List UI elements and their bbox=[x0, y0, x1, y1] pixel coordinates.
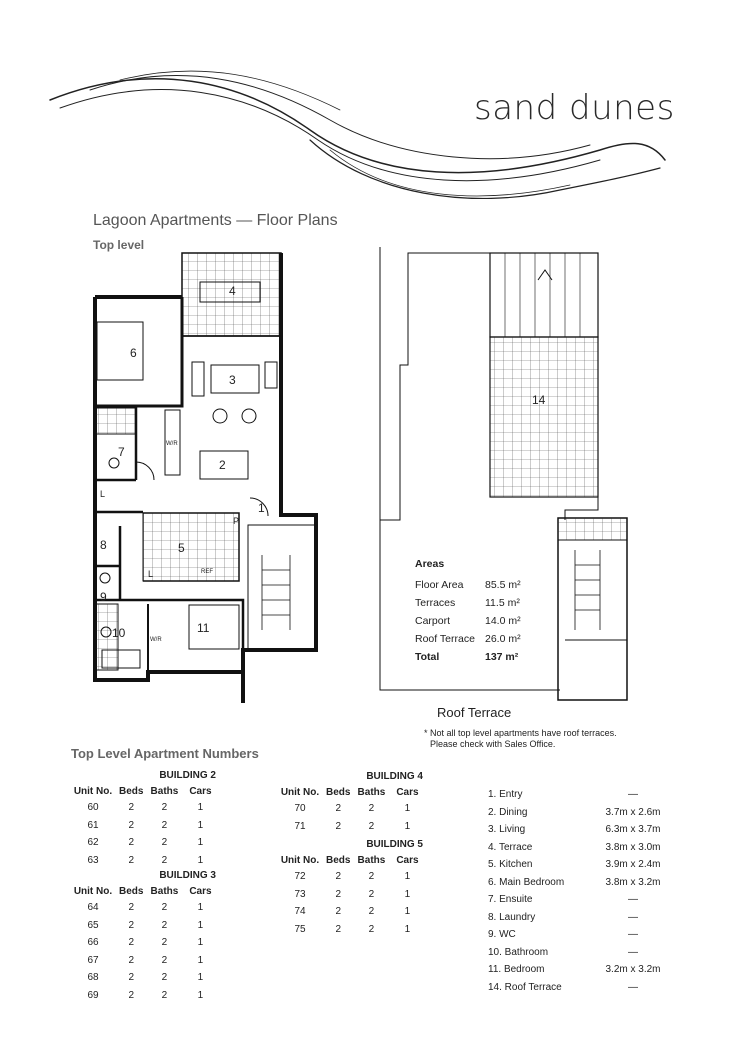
room-row bbox=[488, 786, 668, 804]
table-row bbox=[70, 817, 218, 835]
room-number: 9 bbox=[100, 590, 107, 604]
table-cell: 62 bbox=[87, 837, 99, 849]
plan-label: L bbox=[148, 569, 154, 579]
room-dimensions: — bbox=[628, 929, 638, 941]
building-name: BUILDING 2 bbox=[159, 770, 216, 781]
room-number: 6 bbox=[130, 346, 137, 360]
room-row bbox=[488, 944, 668, 962]
column-header: Unit No. bbox=[280, 787, 320, 798]
table-cell: 1 bbox=[404, 923, 411, 935]
ensuite-shower bbox=[96, 408, 136, 434]
table-cell: 71 bbox=[294, 820, 306, 832]
room-name: 7. Ensuite bbox=[488, 894, 533, 906]
plan-label: REF bbox=[201, 569, 213, 575]
column-header: Baths bbox=[150, 886, 179, 897]
room-number: 1 bbox=[258, 501, 265, 515]
column-header: Cars bbox=[396, 855, 419, 866]
table-cell: 73 bbox=[294, 888, 306, 900]
building-name: BUILDING 5 bbox=[366, 839, 423, 850]
room-name: 9. WC bbox=[488, 929, 516, 941]
roof-terrace-note bbox=[424, 728, 644, 750]
table-cell: 68 bbox=[87, 972, 99, 984]
room-dimensions: — bbox=[628, 911, 638, 923]
table-cell: 2 bbox=[128, 919, 134, 931]
room-row bbox=[488, 874, 668, 892]
column-header: Beds bbox=[326, 787, 351, 798]
table-cell: 1 bbox=[404, 803, 411, 815]
table-cell: 2 bbox=[335, 906, 341, 918]
table-cell: 1 bbox=[197, 854, 204, 866]
room-number: 10 bbox=[112, 626, 126, 640]
building-name: BUILDING 3 bbox=[159, 870, 216, 881]
column-header: Beds bbox=[326, 855, 351, 866]
room-name: 6. Main Bedroom bbox=[488, 876, 565, 888]
room-dimensions: 3.8m x 3.2m bbox=[605, 876, 661, 888]
plan-label: W/R bbox=[166, 441, 178, 447]
table-row bbox=[277, 800, 425, 818]
note-line: * Not all top level apartments have roof terraces. bbox=[424, 728, 617, 738]
apartment-numbers-title: Top Level Apartment Numbers bbox=[71, 746, 259, 761]
table-row bbox=[70, 934, 218, 952]
room-dimensions: 3.9m x 2.4m bbox=[605, 859, 661, 871]
table-cell: 2 bbox=[128, 819, 134, 831]
table-cell: 1 bbox=[404, 888, 411, 900]
area-row bbox=[415, 612, 521, 630]
area-row bbox=[415, 576, 521, 594]
table-cell: 2 bbox=[161, 819, 168, 831]
table-cell: 75 bbox=[294, 923, 306, 935]
room-number: 5 bbox=[178, 541, 185, 555]
area-value: 26.0 m² bbox=[485, 633, 521, 645]
table-cell: 1 bbox=[404, 820, 411, 832]
room-number: 7 bbox=[118, 445, 125, 459]
table-cell: 69 bbox=[87, 989, 99, 1001]
table-row bbox=[70, 852, 218, 870]
room-name: 14. Roof Terrace bbox=[488, 981, 562, 993]
table-cell: 2 bbox=[161, 989, 168, 1001]
column-header: Cars bbox=[189, 786, 212, 797]
column-header: Baths bbox=[357, 855, 386, 866]
room-dimensions: 6.3m x 3.7m bbox=[605, 824, 661, 836]
areas-table bbox=[415, 558, 521, 666]
roof-terrace-tiles bbox=[490, 337, 598, 497]
table-row bbox=[277, 818, 425, 836]
table-cell: 1 bbox=[197, 837, 204, 849]
table-cell: 2 bbox=[335, 803, 341, 815]
table-cell: 2 bbox=[161, 954, 168, 966]
table-row bbox=[70, 834, 218, 852]
table-cell: 2 bbox=[161, 919, 168, 931]
room-name: 2. Dining bbox=[488, 806, 528, 818]
room-name: 10. Bathroom bbox=[488, 946, 549, 958]
table-cell: 2 bbox=[161, 972, 168, 984]
area-row bbox=[415, 630, 521, 648]
room-row bbox=[488, 961, 668, 979]
table-cell: 1 bbox=[404, 871, 411, 883]
table-cell: 2 bbox=[128, 989, 134, 1001]
table-cell: 2 bbox=[161, 937, 168, 949]
room-schedule-table bbox=[488, 786, 668, 996]
room-number: 14 bbox=[532, 393, 546, 407]
table-row bbox=[277, 903, 425, 921]
table-cell: 2 bbox=[128, 937, 134, 949]
table-row bbox=[70, 952, 218, 970]
table-cell: 2 bbox=[161, 802, 168, 814]
brand-logo-text: sand dunes bbox=[474, 88, 675, 128]
plan-label: P bbox=[233, 516, 240, 526]
table-cell: 1 bbox=[197, 902, 204, 914]
area-label: Roof Terrace bbox=[415, 633, 475, 645]
table-cell: 2 bbox=[128, 972, 134, 984]
room-dimensions: 3.7m x 2.6m bbox=[605, 806, 661, 818]
area-row bbox=[415, 594, 521, 612]
table-header-row bbox=[70, 884, 218, 899]
building-2-table bbox=[70, 770, 220, 869]
room-name: 11. Bedroom bbox=[488, 964, 545, 976]
room-row bbox=[488, 821, 668, 839]
table-cell: 1 bbox=[197, 937, 204, 949]
area-value: 137 m² bbox=[485, 651, 519, 663]
room-number: 2 bbox=[219, 458, 226, 472]
room-row bbox=[488, 979, 668, 997]
column-header: Baths bbox=[357, 787, 386, 798]
table-cell: 2 bbox=[368, 923, 375, 935]
room-name: 4. Terrace bbox=[488, 841, 533, 853]
table-cell: 70 bbox=[294, 803, 306, 815]
table-cell: 61 bbox=[87, 819, 99, 831]
table-cell: 67 bbox=[87, 954, 99, 966]
table-cell: 2 bbox=[335, 820, 341, 832]
table-cell: 2 bbox=[368, 820, 375, 832]
table-cell: 2 bbox=[128, 954, 134, 966]
column-header: Cars bbox=[396, 787, 419, 798]
room-dimensions: — bbox=[628, 894, 638, 906]
area-total-row bbox=[415, 648, 521, 666]
area-label: Carport bbox=[415, 615, 451, 627]
room-name: 8. Laundry bbox=[488, 911, 536, 923]
area-label: Total bbox=[415, 651, 440, 663]
room-name: 3. Living bbox=[488, 824, 526, 836]
room-number: 4 bbox=[229, 284, 236, 298]
table-cell: 2 bbox=[368, 906, 375, 918]
room-dimensions: 3.2m x 3.2m bbox=[605, 964, 661, 976]
table-cell: 1 bbox=[197, 819, 204, 831]
room-row bbox=[488, 909, 668, 927]
room-schedule bbox=[488, 786, 668, 996]
table-header-row bbox=[70, 784, 218, 799]
kitchen-tiles bbox=[143, 513, 239, 581]
table-cell: 72 bbox=[294, 871, 306, 883]
table-cell: 2 bbox=[335, 871, 341, 883]
table-cell: 66 bbox=[87, 937, 99, 949]
level-subtitle: Top level bbox=[93, 238, 145, 252]
column-header: Baths bbox=[150, 786, 179, 797]
table-cell: 2 bbox=[128, 802, 134, 814]
table-cell: 63 bbox=[87, 854, 99, 866]
table-cell: 1 bbox=[197, 972, 204, 984]
table-cell: 1 bbox=[197, 802, 204, 814]
area-value: 11.5 m² bbox=[485, 597, 520, 609]
building-name: BUILDING 4 bbox=[366, 771, 423, 782]
apartment-plan bbox=[95, 253, 316, 703]
room-row bbox=[488, 804, 668, 822]
table-row bbox=[70, 987, 218, 1005]
table-cell: 2 bbox=[161, 837, 168, 849]
table-row bbox=[70, 969, 218, 987]
table-cell: 2 bbox=[128, 854, 134, 866]
table-header-row bbox=[277, 785, 425, 800]
building-4-table bbox=[277, 771, 427, 835]
table-cell: 2 bbox=[128, 902, 134, 914]
roof-terrace-caption: Roof Terrace bbox=[437, 705, 512, 720]
room-number: 8 bbox=[100, 538, 107, 552]
area-value: 85.5 m² bbox=[485, 579, 521, 591]
column-header: Beds bbox=[119, 786, 144, 797]
room-dimensions: — bbox=[628, 981, 638, 993]
room-dimensions: — bbox=[628, 789, 638, 801]
table-cell: 2 bbox=[128, 837, 134, 849]
table-cell: 1 bbox=[197, 919, 204, 931]
table-cell: 2 bbox=[161, 902, 168, 914]
table-row bbox=[70, 899, 218, 917]
room-row bbox=[488, 926, 668, 944]
stair-core bbox=[248, 525, 316, 650]
column-header: Cars bbox=[189, 886, 212, 897]
column-header: Unit No. bbox=[73, 886, 113, 897]
column-header: Beds bbox=[119, 886, 144, 897]
table-row bbox=[277, 886, 425, 904]
plan-label: W/R bbox=[150, 637, 162, 643]
table-cell: 64 bbox=[87, 902, 99, 914]
area-label: Terraces bbox=[415, 597, 456, 609]
column-header: Unit No. bbox=[280, 855, 320, 866]
area-value: 14.0 m² bbox=[485, 615, 521, 627]
building-5-table bbox=[277, 839, 427, 938]
table-header-row bbox=[277, 853, 425, 868]
plan-label: L bbox=[100, 489, 106, 499]
table-cell: 60 bbox=[87, 802, 99, 814]
room-name: 1. Entry bbox=[488, 789, 523, 801]
table-row bbox=[70, 799, 218, 817]
room-row bbox=[488, 839, 668, 857]
areas-title: Areas bbox=[415, 558, 445, 570]
column-header: Unit No. bbox=[73, 786, 113, 797]
building-3-table bbox=[70, 870, 220, 1004]
table-cell: 74 bbox=[294, 906, 306, 918]
table-cell: 1 bbox=[404, 906, 411, 918]
room-row bbox=[488, 856, 668, 874]
table-cell: 1 bbox=[197, 954, 204, 966]
table-row bbox=[277, 868, 425, 886]
table-row bbox=[70, 917, 218, 935]
table-cell: 2 bbox=[161, 854, 168, 866]
area-label: Floor Area bbox=[415, 579, 464, 591]
table-cell: 2 bbox=[335, 923, 341, 935]
page-title: Lagoon Apartments — Floor Plans bbox=[93, 212, 338, 229]
note-line: Please check with Sales Office. bbox=[430, 739, 556, 749]
room-number: 3 bbox=[229, 373, 236, 387]
table-cell: 2 bbox=[368, 871, 375, 883]
room-name: 5. Kitchen bbox=[488, 859, 533, 871]
room-dimensions: — bbox=[628, 946, 638, 958]
table-row bbox=[277, 921, 425, 939]
room-row bbox=[488, 891, 668, 909]
table-cell: 2 bbox=[368, 888, 375, 900]
table-cell: 2 bbox=[368, 803, 375, 815]
table-cell: 65 bbox=[87, 919, 99, 931]
room-number: 11 bbox=[197, 621, 210, 635]
table-cell: 2 bbox=[335, 888, 341, 900]
room-dimensions: 3.8m x 3.0m bbox=[605, 841, 661, 853]
table-cell: 1 bbox=[197, 989, 204, 1001]
